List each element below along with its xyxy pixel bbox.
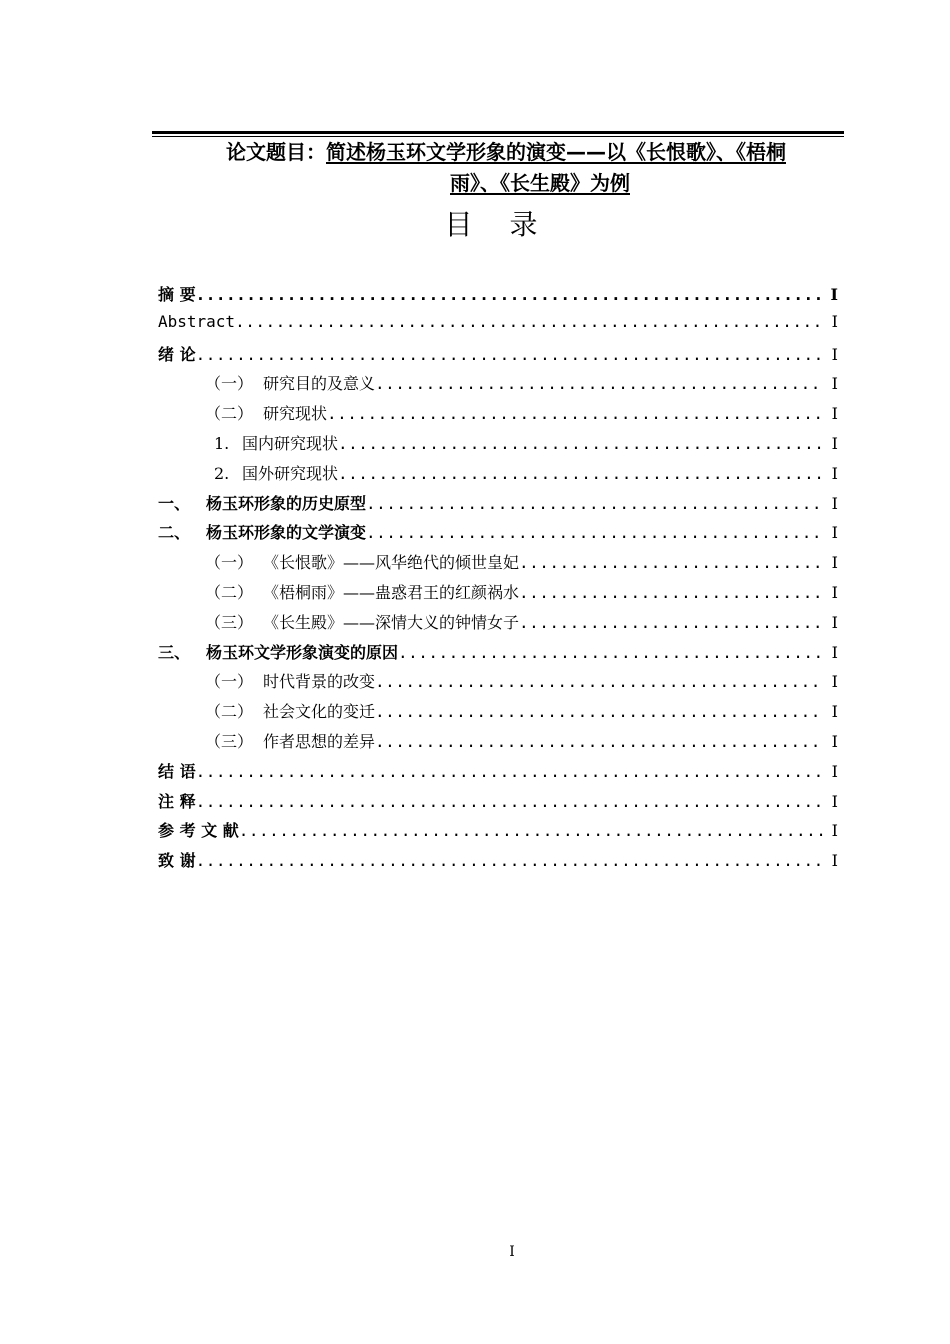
thesis-title: [226, 137, 844, 199]
toc-dot-leader: [398, 643, 824, 662]
toc-entry-chapter-1[interactable]: [158, 491, 838, 521]
toc-dot-leader: [375, 702, 824, 721]
toc-entry-changshengdian[interactable]: [158, 610, 838, 640]
toc-entry-number: 2.: [214, 463, 230, 483]
toc-dot-leader: [196, 792, 824, 811]
toc-entry-references[interactable]: [158, 818, 838, 848]
toc-entry-label: 研究现状: [263, 404, 328, 424]
toc-entry-acknowledgements[interactable]: [158, 848, 838, 878]
toc-entry-abstract-en[interactable]: [158, 312, 838, 342]
toc-entry-label: 杨玉环文学形象演变的原因: [206, 642, 399, 662]
toc-entry-domestic[interactable]: [158, 431, 838, 461]
toc-entry-label: 作者思想的差异: [263, 731, 376, 751]
toc-entry-chapter-2[interactable]: [158, 520, 838, 550]
toc-entry-number: 一、: [158, 493, 191, 513]
toc-entry-number: （二）: [205, 702, 254, 722]
toc-dot-leader: [196, 345, 824, 364]
thesis-title-line2: 雨》、《长生殿》为例: [450, 171, 630, 195]
toc-entry-label: 摘 要: [158, 285, 196, 304]
toc-entry-number: （三）: [205, 612, 254, 632]
toc-entry-page: I: [831, 374, 838, 394]
toc-dot-leader: [375, 732, 824, 751]
toc-entry-page: I: [831, 523, 838, 543]
toc-entry-page: I: [831, 553, 838, 573]
table-of-contents: [158, 282, 838, 878]
toc-entry-page: I: [831, 433, 838, 453]
toc-entry-page: I: [830, 285, 838, 304]
toc-entry-page: I: [831, 463, 838, 483]
toc-entry-label: 杨玉环形象的文学演变: [206, 523, 367, 543]
toc-entry-page: I: [831, 344, 838, 364]
toc-entry-purpose[interactable]: [158, 371, 838, 401]
toc-entry-page: I: [831, 672, 838, 692]
toc-entry-number: （一）: [205, 374, 254, 394]
toc-entry-authors[interactable]: [158, 729, 838, 759]
toc-entry-culture[interactable]: [158, 699, 838, 729]
toc-dot-leader: [519, 553, 824, 572]
toc-dot-leader: [239, 821, 824, 840]
toc-entry-label: 《长生殿》——深情大义的钟情女子: [263, 612, 520, 632]
toc-entry-label: 时代背景的改变: [263, 672, 376, 692]
toc-entry-number: （一）: [205, 672, 254, 692]
thesis-title-line1: 简述杨玉环文学形象的演变——以《长恨歌》、《梧桐: [326, 140, 786, 164]
toc-entry-page: I: [831, 612, 838, 632]
toc-dot-leader: [519, 613, 824, 632]
toc-entry-page: I: [831, 702, 838, 722]
toc-dot-leader: [375, 672, 824, 691]
toc-entry-page: I: [831, 642, 838, 662]
toc-entry-page: I: [831, 761, 838, 781]
toc-entry-number: 二、: [158, 523, 191, 543]
toc-entry-page: I: [831, 404, 838, 424]
toc-entry-page: I: [831, 821, 838, 841]
toc-entry-number: （二）: [205, 582, 254, 602]
toc-entry-page: I: [831, 493, 838, 513]
toc-entry-label: 《梧桐雨》——蛊惑君王的红颜祸水: [263, 582, 520, 602]
toc-entry-conclusion[interactable]: [158, 759, 838, 789]
toc-dot-leader: [196, 285, 824, 304]
toc-dot-leader: [196, 851, 824, 870]
toc-entry-label: 社会文化的变迁: [263, 702, 376, 722]
toc-entry-label: 《长恨歌》——风华绝代的倾世皇妃: [263, 553, 520, 573]
toc-dot-leader: [338, 434, 824, 453]
toc-entry-status[interactable]: [158, 401, 838, 431]
toc-entry-number: （三）: [205, 731, 254, 751]
toc-entry-label: 参 考 文 献: [158, 821, 239, 841]
toc-entry-number: （一）: [205, 553, 254, 573]
toc-dot-leader: [327, 404, 824, 423]
toc-entry-page: I: [831, 731, 838, 751]
toc-entry-label: 注 释: [158, 791, 196, 811]
toc-entry-label: Abstract: [158, 311, 236, 331]
toc-entry-page: I: [831, 791, 838, 811]
toc-dot-leader: [235, 312, 824, 331]
toc-entry-label: 致 谢: [158, 851, 196, 871]
toc-entry-abstract-cn[interactable]: [158, 282, 838, 312]
toc-dot-leader: [338, 464, 824, 483]
toc-entry-label: 国外研究现状: [242, 463, 339, 483]
toc-entry-page: I: [831, 582, 838, 602]
toc-entry-page: I: [831, 851, 838, 871]
toc-entry-label: 绪 论: [158, 344, 196, 364]
toc-dot-leader: [196, 762, 824, 781]
header-rule-thick: [152, 131, 844, 134]
thesis-title-prefix: 论文题目：: [226, 140, 326, 164]
toc-entry-introduction[interactable]: [158, 342, 838, 372]
toc-entry-label: 杨玉环形象的历史原型: [206, 493, 367, 513]
toc-entry-number: 三、: [158, 642, 191, 662]
toc-entry-label: 结 语: [158, 761, 196, 781]
toc-entry-era[interactable]: [158, 669, 838, 699]
toc-entry-foreign[interactable]: [158, 461, 838, 491]
toc-dot-leader: [375, 374, 824, 393]
toc-entry-label: 国内研究现状: [242, 433, 339, 453]
toc-entry-wutongyu[interactable]: [158, 580, 838, 610]
toc-entry-page: I: [831, 311, 838, 331]
toc-entry-label: 研究目的及意义: [263, 374, 376, 394]
toc-dot-leader: [366, 494, 824, 513]
page-number: I: [509, 1244, 515, 1260]
toc-heading: 目 录: [444, 208, 552, 241]
toc-dot-leader: [366, 523, 824, 542]
toc-entry-chapter-3[interactable]: [158, 640, 838, 670]
toc-entry-notes[interactable]: [158, 789, 838, 819]
toc-dot-leader: [519, 583, 824, 602]
toc-entry-number: 1.: [214, 433, 230, 453]
toc-entry-number: （二）: [205, 404, 254, 424]
toc-entry-changhenge[interactable]: [158, 550, 838, 580]
